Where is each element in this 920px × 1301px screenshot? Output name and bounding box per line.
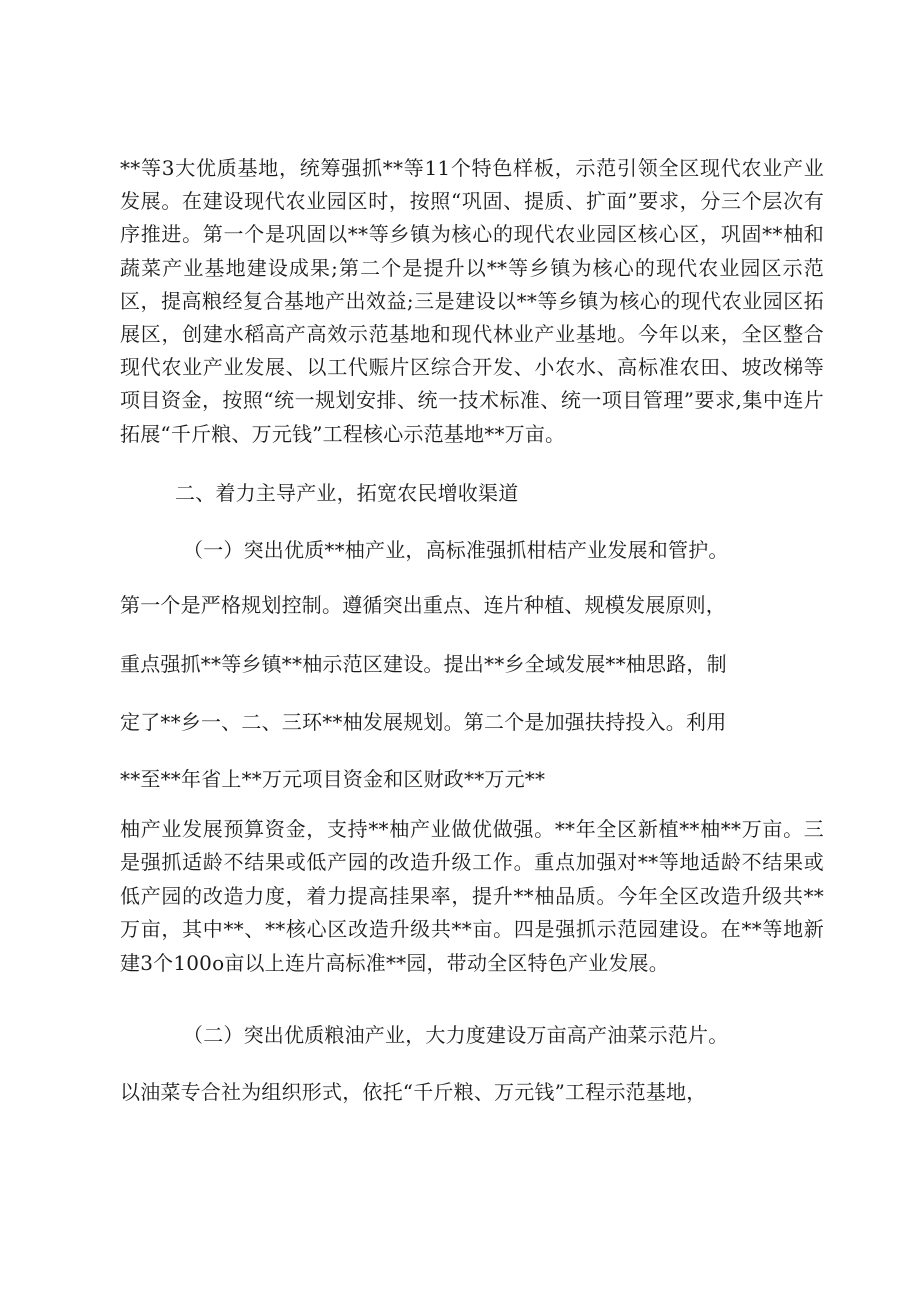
section-heading: 二、着力主导产业，拓宽农民增收渠道 <box>175 481 519 505</box>
body-line: **至**年省上**万元项目资金和区财政**万元** <box>120 767 546 791</box>
subsection-heading: （二）突出优质粮油产业，大力度建设万亩高产油菜示范片。 <box>183 1023 729 1047</box>
subsection-heading: （一）突出优质**柚产业，高标准强抓柑桔产业发展和管护。 <box>183 538 729 562</box>
body-paragraph: 柚产业发展预算资金，支持**柚产业做优做强。**年全区新植**柚**万亩。三是强抓适龄不结果或低产园的改造升级工作。重点加强对**等地适龄不结果或低产园的改造力度，着力提高挂果率，提升**柚品质。今年全区改造升级共**万亩，其中**、**核心区改造升级共**亩。四是强抓示范园建设。在**等地新建3个100o亩以上连片高标准**园，带动全区特色产业发展。 <box>120 817 824 975</box>
body-line: 重点强抓**等乡镇**柚示范区建设。提出**乡全域发展**柚思路，制 <box>120 652 727 676</box>
body-line: 定了**乡一、二、三环**柚发展规划。第二个是加强扶持投入。利用 <box>120 710 727 734</box>
body-paragraph: **等3大优质基地，统筹强抓**等11个特色样板，示范引领全区现代农业产业发展。在建设现代农业园区时，按照“巩固、提质、扩面”要求，分三个层次有序推进。第一个是巩固以**等乡镇为核心的现代农业园区核心区，巩固**柚和蔬菜产业基地建设成果;第二个是提升以**等乡镇为核心的现代农业园区示范区，提高粮经复合基地产出效益;三是建设以**等乡镇为核心的现代农业园区拓展区，创建水稻高产高效示范基地和现代林业产业基地。今年以来，全区整合现代农业产业发展、以工代赈片区综合开发、小农水、高标准农田、坡改梯等项目资金，按照“统一规划安排、统一技术标准、统一项目管理”要求,集中连片拓展“千斤粮、万元钱”工程核心示范基地**万亩。 <box>120 156 824 446</box>
body-line: 第一个是严格规划控制。遵循突出重点、连片种植、规模发展原则， <box>120 593 726 617</box>
body-line: 以油菜专合社为组织形式，依托“千斤粮、万元钱”工程示范基地， <box>120 1080 707 1104</box>
